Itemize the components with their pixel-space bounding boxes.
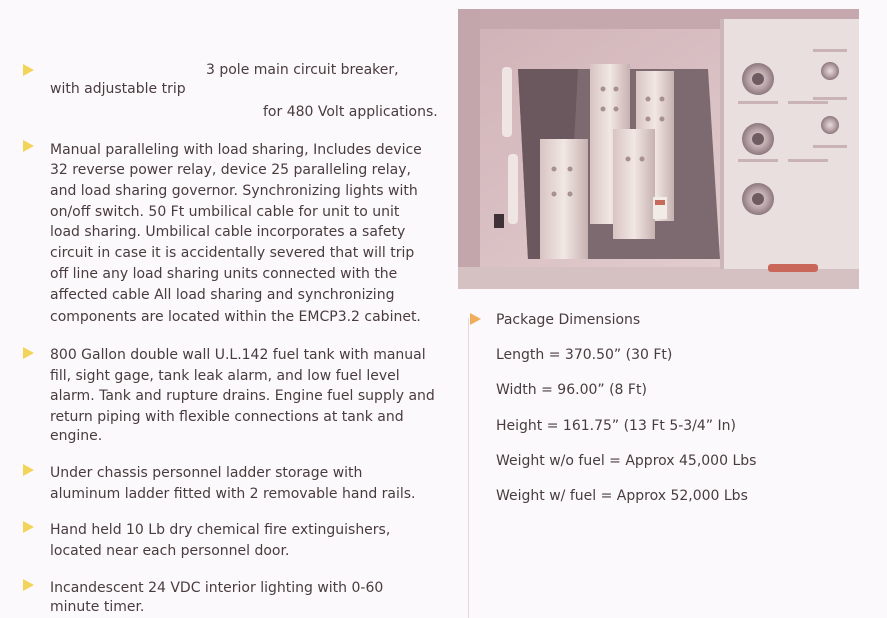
item-5-line-1: Hand held 10 Lb dry chemical fire extinguishers, bbox=[50, 522, 391, 538]
bullet-icon bbox=[470, 313, 481, 325]
item-5-line-2: located near each personnel door. bbox=[50, 543, 290, 559]
item-1-line-1: 3 pole main circuit breaker, bbox=[206, 62, 399, 78]
item-2-line-1: Manual paralleling with load sharing, Includes device bbox=[50, 142, 422, 158]
item-3-line-4: return piping with flexible connections at tank and bbox=[50, 409, 404, 425]
column-divider bbox=[468, 318, 469, 618]
bullet-icon bbox=[23, 579, 34, 591]
item-4-line-1: Under chassis personnel ladder storage with bbox=[50, 465, 363, 481]
dimension-width: Width = 96.00” (8 Ft) bbox=[496, 382, 647, 398]
item-1-line-3: for 480 Volt applications. bbox=[263, 104, 438, 120]
item-2-line-9: components are located within the EMCP3.2 cabinet. bbox=[50, 309, 421, 325]
item-3-line-5: engine. bbox=[50, 428, 103, 444]
electrical-panel-photo bbox=[458, 9, 859, 289]
item-2-line-7: off line any load sharing units connected with the bbox=[50, 266, 398, 282]
bullet-icon bbox=[23, 140, 34, 152]
item-3-line-3: alarm. Tank and rupture drains. Engine fuel supply and bbox=[50, 388, 435, 404]
item-2-line-4: on/off switch. 50 Ft umbilical cable for unit to unit bbox=[50, 204, 400, 220]
item-1-line-2: with adjustable trip bbox=[50, 81, 186, 97]
weight-with-fuel: Weight w/ fuel = Approx 52,000 Lbs bbox=[496, 488, 748, 504]
dimension-length: Length = 370.50” (30 Ft) bbox=[496, 347, 673, 363]
item-6-line-1: Incandescent 24 VDC interior lighting with 0-60 bbox=[50, 580, 384, 596]
item-2-line-2: 32 reverse power relay, device 25 paralleling relay, bbox=[50, 162, 411, 178]
item-4-line-2: aluminum ladder fitted with 2 removable hand rails. bbox=[50, 486, 416, 502]
item-3-line-1: 800 Gallon double wall U.L.142 fuel tank with manual bbox=[50, 347, 426, 363]
bullet-icon bbox=[23, 521, 34, 533]
bullet-icon bbox=[23, 347, 34, 359]
bullet-icon bbox=[23, 464, 34, 476]
item-2-line-8: affected cable All load sharing and synchronizing bbox=[50, 287, 395, 303]
weight-without-fuel: Weight w/o fuel = Approx 45,000 Lbs bbox=[496, 453, 757, 469]
item-3-line-2: fill, sight gage, tank leak alarm, and low fuel level bbox=[50, 368, 400, 384]
item-6-line-2: minute timer. bbox=[50, 599, 145, 615]
item-2-line-6: circuit in case it is accidentally severed that will trip bbox=[50, 245, 415, 261]
dimension-height: Height = 161.75” (13 Ft 5-3/4” In) bbox=[496, 418, 736, 434]
item-2-line-5: load sharing. Umbilical cable incorporates a safety bbox=[50, 224, 406, 240]
item-2-line-3: and load sharing governor. Synchronizing lights with bbox=[50, 183, 418, 199]
package-title: Package Dimensions bbox=[496, 312, 641, 328]
bullet-icon bbox=[23, 64, 34, 76]
